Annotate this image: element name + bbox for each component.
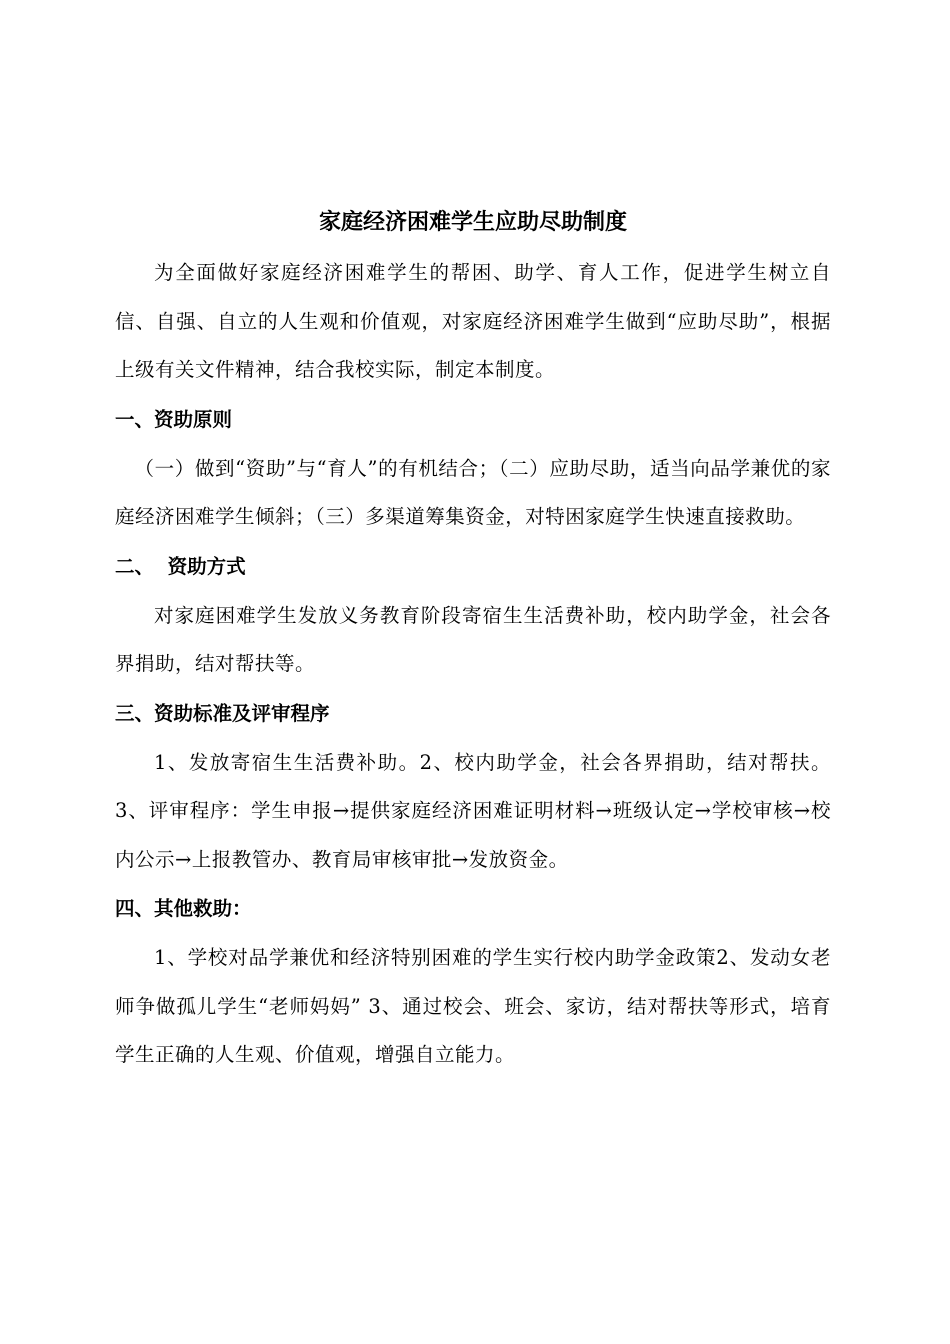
document-body: [115, 205, 831, 1080]
section-heading-standards: 三、资助标准及评审程序: [115, 701, 330, 725]
section-heading-methods: 二、 资助方式: [115, 554, 246, 578]
intro-paragraph: 为全面做好家庭经济困难学生的帮困、助学、育人工作，促进学生树立自信、自强、自立的人生观和价值观，对家庭经济困难学生做到“应助尽助”，根据上级有关文件精神，结合我校实际，制定本制度。: [115, 261, 831, 381]
section-body-standards: 1、发放寄宿生生活费补助。2、校内助学金，社会各界捐助，结对帮扶。3、评审程序：学生申报→提供家庭经济困难证明材料→班级认定→学校审核→校内公示→上报教管办、教育局审核审批→发放资金。: [115, 750, 831, 871]
section-body-other-aid: 1、学校对品学兼优和经济特别困难的学生实行校内助学金政策2、发动女老师争做孤儿学生“老师妈妈” 3、通过校会、班会、家访，结对帮扶等形式，培育学生正确的人生观、价值观，增强自立能力。: [115, 946, 831, 1066]
document-title: 家庭经济困难学生应助尽助制度: [318, 210, 627, 235]
section-heading-other-aid: 四、其他救助：: [115, 897, 252, 920]
section-body-methods: 对家庭困难学生发放义务教育阶段寄宿生生活费补助，校内助学金，社会各界捐助，结对帮扶等。: [115, 603, 831, 675]
section-heading-principles: 一、资助原则: [115, 407, 233, 431]
section-body-principles: （一）做到“资助”与“育人”的有机结合；（二）应助尽助，适当向品学兼优的家庭经济困难学生倾斜；（三）多渠道筹集资金，对特困家庭学生快速直接救助。: [115, 456, 831, 528]
